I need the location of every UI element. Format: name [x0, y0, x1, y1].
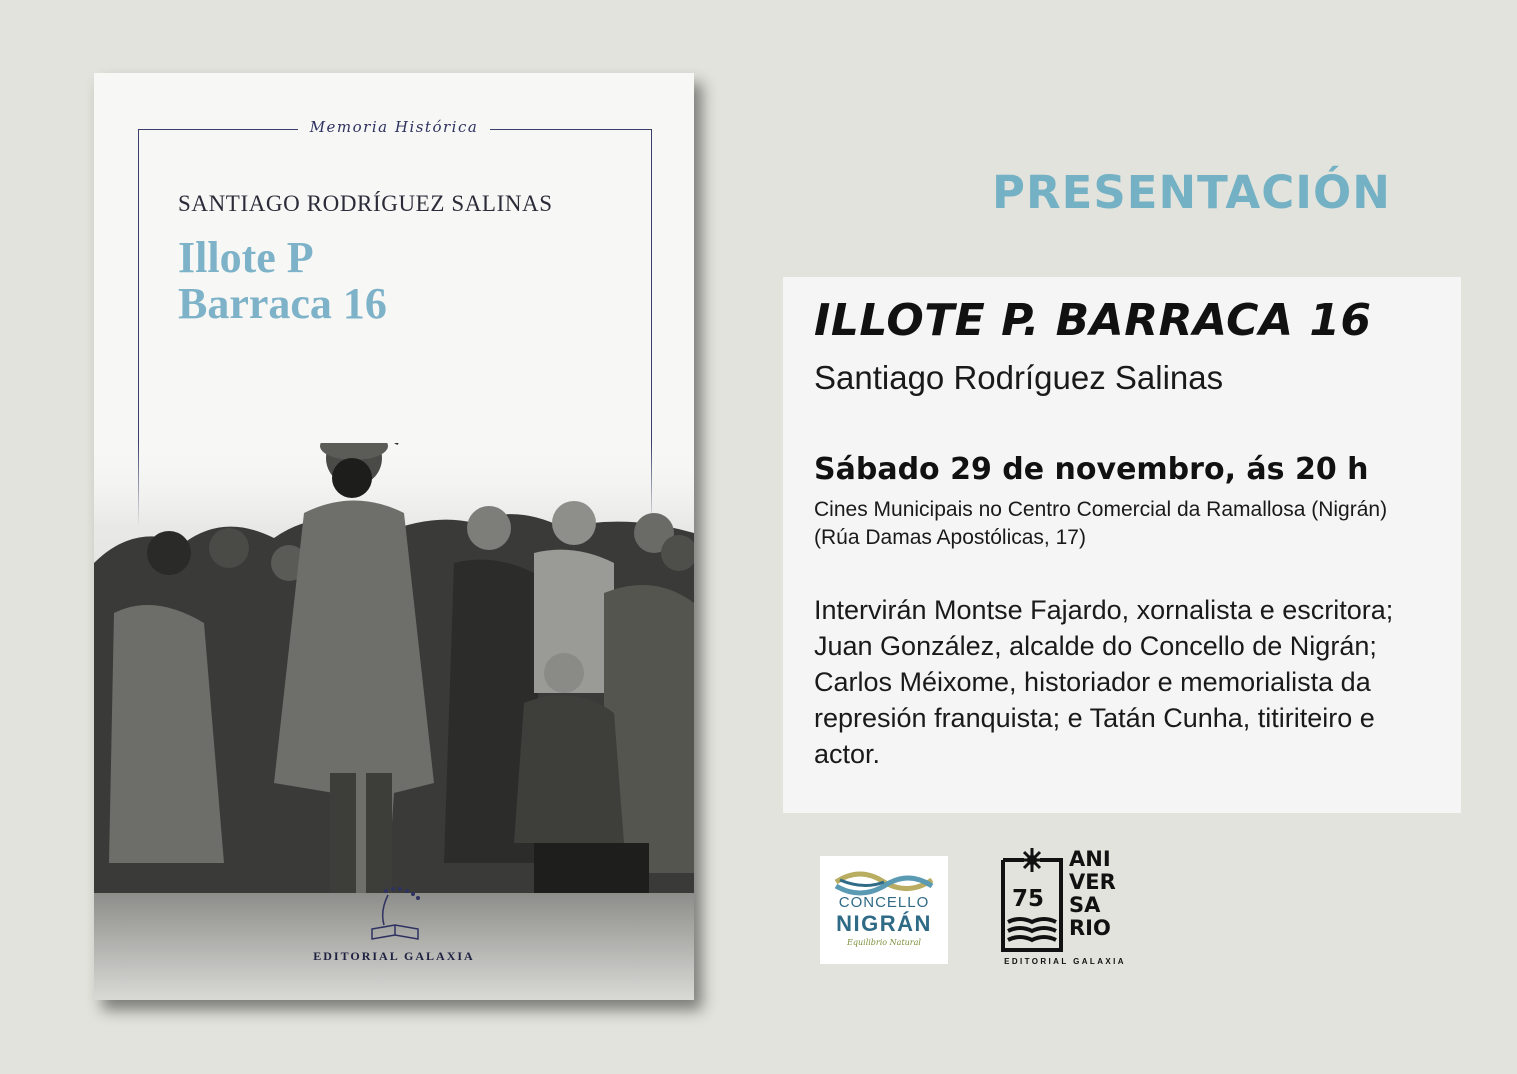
- book-cover: [94, 73, 694, 1000]
- event-venue-line2: (Rúa Damas Apostólicas, 17): [814, 526, 1086, 549]
- cover-series-label: Memoria Histórica: [298, 118, 491, 136]
- aniversario-word-3: SA: [1069, 893, 1101, 917]
- aniversario-word-1: ANI: [1069, 847, 1111, 871]
- event-speakers: Intervirán Montse Fajardo, xornalista e escritora; Juan González, alcalde do Concello de Nigrán; Carlos Méixome, historiador e memorialista da represión franquista; e Tatán Cunha, titiriteiro e actor.: [814, 595, 1394, 769]
- page-heading: PRESENTACIÓN: [992, 166, 1391, 219]
- publisher-logo-icon: [362, 885, 428, 945]
- aniversario-word-2: VER: [1069, 870, 1116, 894]
- aniversario-word-4: RIO: [1069, 916, 1111, 940]
- aniversario-publisher: EDITORIAL GALAXIA: [1004, 957, 1126, 966]
- cover-title-line2: Barraca 16: [178, 279, 387, 328]
- event-book-title: ILLOTE P. BARRACA 16: [814, 295, 1372, 346]
- cover-title: [178, 235, 387, 327]
- event-book-author: Santiago Rodríguez Salinas: [814, 359, 1224, 396]
- cover-title-line1: Illote P: [178, 233, 314, 282]
- event-info-panel: [783, 277, 1461, 813]
- cover-publisher: EDITORIAL GALAXIA: [313, 949, 475, 963]
- concello-nigran-logo: [820, 856, 948, 964]
- event-venue-line1: Cines Municipais no Centro Comercial da Ramallosa (Nigrán): [814, 498, 1388, 521]
- nigran-line2: NIGRÁN: [836, 911, 932, 936]
- cover-series: [94, 118, 694, 137]
- event-venue: [814, 496, 1387, 552]
- cover-author: SANTIAGO RODRÍGUEZ SALINAS: [178, 191, 553, 216]
- aniversario-number: 75: [1012, 886, 1045, 912]
- nigran-line1: CONCELLO: [838, 894, 930, 911]
- aniversario-word: [1069, 848, 1116, 940]
- aniversario-logo: [1000, 848, 1130, 970]
- nigran-tagline: Equilibrio Natural: [847, 938, 921, 947]
- event-date: Sábado 29 de novembro, ás 20 h: [814, 452, 1369, 487]
